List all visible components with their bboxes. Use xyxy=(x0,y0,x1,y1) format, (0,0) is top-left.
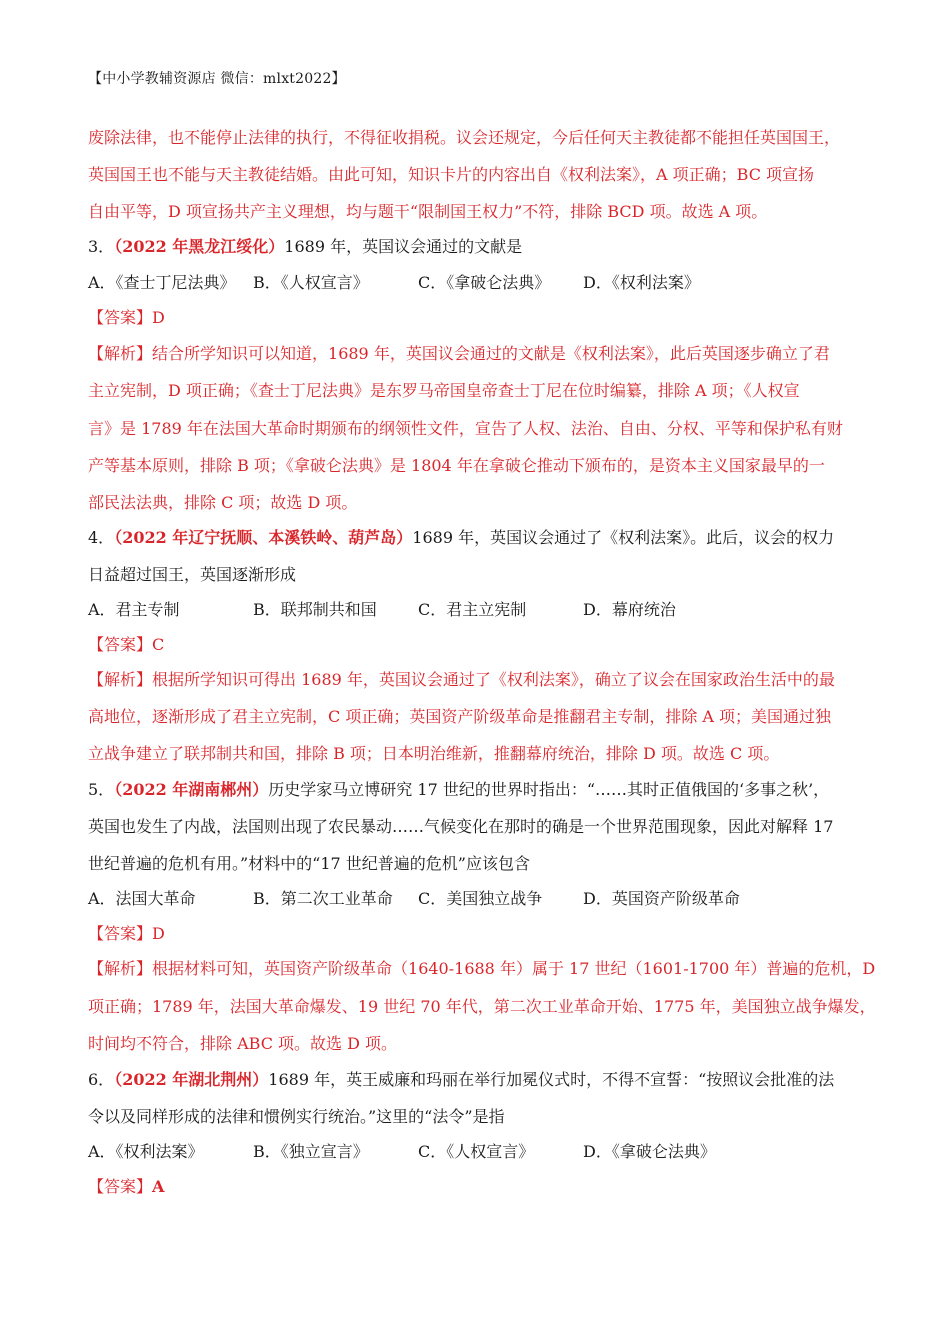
question-4-option-a: A．君主专制 xyxy=(88,600,180,619)
question-4-number: 4． xyxy=(88,528,115,547)
question-5-stem-line-2: 英国也发生了内战，法国则出现了农民暴动……气候变化在那时的确是一个世界范围现象，因此对解释 17 xyxy=(88,817,834,836)
answer-value: A xyxy=(152,1177,165,1196)
question-5-option-a: A．法国大革命 xyxy=(88,889,196,908)
question-4-analysis-line-1 xyxy=(88,669,868,691)
analysis-label: 【解析】 xyxy=(88,670,153,689)
question-5-options xyxy=(88,888,868,910)
question-3-number: 3． xyxy=(88,237,115,256)
question-4-option-b: B．联邦制共和国 xyxy=(253,600,377,619)
question-3-analysis-line-3: 言》是 1789 年在法国大革命时期颁布的纲领性文件，宣告了人权、法治、自由、分权、平等和保护私有财 xyxy=(88,419,843,438)
question-4-stem-line-2: 日益超过国王，英国逐渐形成 xyxy=(88,565,297,584)
question-3-text: 1689 年，英国议会通过的文献是 xyxy=(284,237,523,256)
question-5-stem xyxy=(88,779,868,801)
answer-value: C xyxy=(152,635,165,654)
question-3-option-c: C．《拿破仑法典》 xyxy=(418,273,551,292)
analysis-label: 【解析】 xyxy=(88,959,153,978)
question-6-number: 6． xyxy=(88,1070,115,1089)
question-6-stem xyxy=(88,1069,868,1091)
question-3-analysis-line-2: 主立宪制，D 项正确；《查士丁尼法典》是东罗马帝国皇帝查士丁尼在位时编纂，排除 A 项；《人权宣 xyxy=(88,381,800,400)
answer-label: 【答案】 xyxy=(88,308,153,327)
question-3-options xyxy=(88,272,868,294)
question-5-source: （2022 年湖南郴州） xyxy=(114,780,269,799)
question-4-answer xyxy=(88,634,868,656)
question-5-option-c: C．美国独立战争 xyxy=(418,889,543,908)
question-6-source: （2022 年湖北荆州） xyxy=(114,1070,269,1089)
question-6-option-a: A．《权利法案》 xyxy=(88,1142,204,1161)
question-3-analysis-line-5: 部民法法典，排除 C 项；故选 D 项。 xyxy=(88,493,358,512)
question-4-options xyxy=(88,599,868,621)
question-3-analysis-line-4: 产等基本原则，排除 B 项；《拿破仑法典》是 1804 年在拿破仑推动下颁布的，是资本主义国家最早的一 xyxy=(88,456,825,475)
analysis-text: 根据所学知识可得出 1689 年，英国议会通过了《权利法案》，确立了议会在国家政治生活中的最 xyxy=(152,670,835,689)
analysis-text: 结合所学知识可以知道，1689 年，英国议会通过的文献是《权利法案》，此后英国逐步确立了君 xyxy=(152,344,830,363)
question-6-answer xyxy=(88,1176,868,1198)
question-5-analysis-line-1 xyxy=(88,958,876,980)
question-5-analysis-line-3: 时间均不符合，排除 ABC 项。故选 D 项。 xyxy=(88,1034,398,1053)
question-6-option-b: B．《独立宣言》 xyxy=(253,1142,369,1161)
intro-line-1: 废除法律，也不能停止法律的执行，不得征收捐税。议会还规定，今后任何天主教徒都不能担任英国国王， xyxy=(88,128,841,147)
answer-label: 【答案】 xyxy=(88,1177,153,1196)
question-3-stem xyxy=(88,236,868,258)
question-4-stem xyxy=(88,527,868,549)
question-5-stem-line-3: 世纪普遍的危机有用。”材料中的“17 世纪普遍的危机”应该包含 xyxy=(88,854,530,873)
analysis-label: 【解析】 xyxy=(88,344,153,363)
resource-store-header: 【中小学教辅资源店 微信：mlxt2022】 xyxy=(88,71,346,87)
question-3-source: （2022 年黑龙江绥化） xyxy=(114,237,285,256)
intro-line-2: 英国国王也不能与天主教徒结婚。由此可知，知识卡片的内容出自《权利法案》，A 项正确；BC 项宣扬 xyxy=(88,165,815,184)
question-6-options xyxy=(88,1141,868,1163)
question-6-text: 1689 年，英王威廉和玛丽在举行加冕仪式时，不得不宣誓：“按照议会批准的法 xyxy=(268,1070,835,1089)
question-4-source: （2022 年辽宁抚顺、本溪铁岭、葫芦岛） xyxy=(114,528,413,547)
question-4-analysis-line-3: 立战争建立了联邦制共和国，排除 B 项；日本明治维新，推翻幕府统治，排除 D 项。故选 C 项。 xyxy=(88,744,780,763)
question-3-option-d: D．《权利法案》 xyxy=(583,273,700,292)
question-5-answer xyxy=(88,923,868,945)
question-6-option-c: C．《人权宣言》 xyxy=(418,1142,535,1161)
answer-label: 【答案】 xyxy=(88,635,153,654)
question-3-option-b: B．《人权宣言》 xyxy=(253,273,369,292)
question-4-option-c: C．君主立宪制 xyxy=(418,600,527,619)
question-5-option-b: B．第二次工业革命 xyxy=(253,889,393,908)
question-4-text: 1689 年，英国议会通过了《权利法案》。此后，议会的权力 xyxy=(412,528,835,547)
question-5-number: 5． xyxy=(88,780,115,799)
question-6-option-d: D．《拿破仑法典》 xyxy=(583,1142,716,1161)
question-3-option-a: A．《查士丁尼法典》 xyxy=(88,273,236,292)
question-3-answer xyxy=(88,307,868,329)
question-4-analysis-line-2: 高地位，逐渐形成了君主立宪制，C 项正确；英国资产阶级革命是推翻君主专制，排除 A 项；美国通过独 xyxy=(88,707,832,726)
answer-value: D xyxy=(152,924,165,943)
question-6-stem-line-2: 令以及同样形成的法律和惯例实行统治。”这里的“法令”是指 xyxy=(88,1107,505,1126)
analysis-text: 根据材料可知，英国资产阶级革命（1640-1688 年）属于 17 世纪（1601-1700 年）普遍的危机，D xyxy=(152,959,876,978)
answer-label: 【答案】 xyxy=(88,924,153,943)
question-4-option-d: D．幕府统治 xyxy=(583,600,676,619)
question-5-analysis-line-2: 项正确；1789 年，法国大革命爆发、19 世纪 70 年代，第二次工业革命开始、1775 年，美国独立战争爆发， xyxy=(88,997,876,1016)
question-5-option-d: D．英国资产阶级革命 xyxy=(583,889,740,908)
question-3-analysis-line-1 xyxy=(88,343,868,365)
answer-value: D xyxy=(152,308,165,327)
question-5-text: 历史学家马立博研究 17 世纪的世界时指出：“……其时正值俄国的‘多事之秋’， xyxy=(268,780,830,799)
intro-line-3: 自由平等，D 项宣扬共产主义理想，均与题干“限制国王权力”不符，排除 BCD 项。故选 A 项。 xyxy=(88,202,768,221)
